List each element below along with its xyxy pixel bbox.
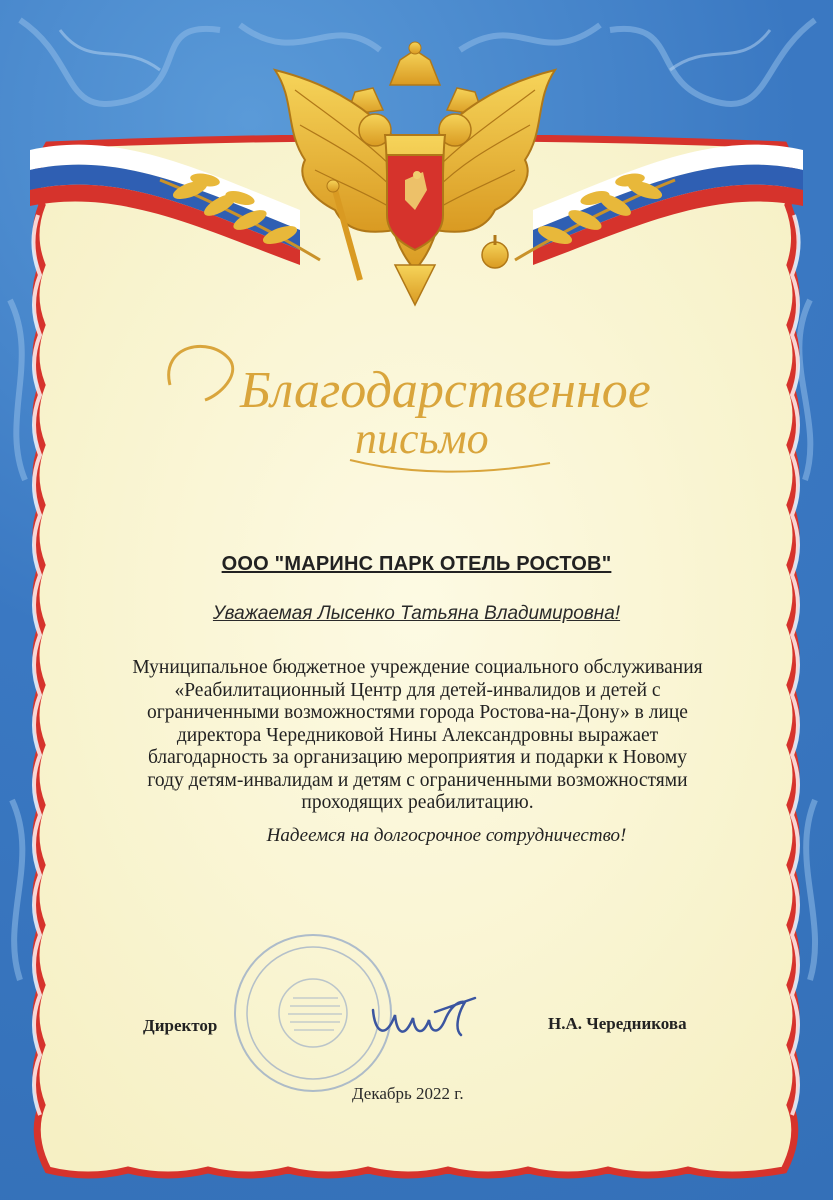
signature-role: Директор: [143, 1016, 218, 1035]
body-line: «Реабилитационный Центр для детей-инвалидов и детей с: [174, 679, 661, 701]
document-date: Декабрь 2022 г.: [352, 1084, 464, 1103]
closing-phrase: Надеемся на долгосрочное сотрудничество!: [266, 825, 627, 846]
title-line1: Благодарственное: [240, 362, 651, 419]
body-line: директора Чередниковой Нины Александровны выражает: [176, 724, 659, 746]
body-line: ограниченными возможностями города Ростова-на-Дону» в лице: [147, 702, 688, 723]
title-line2: письмо: [355, 414, 489, 463]
body-line: Муниципальное бюджетное учреждение социального обслуживания: [132, 657, 703, 678]
signature-icon: [365, 990, 485, 1050]
letter-body: [105, 657, 730, 815]
greeting: Уважаемая Лысенко Татьяна Владимировна!: [212, 603, 621, 624]
organization-name: ООО "МАРИНС ПАРК ОТЕЛЬ РОСТОВ": [221, 553, 612, 575]
body-line: году детям-инвалидам и детям с ограниченными возможностями: [147, 769, 688, 791]
signature-name: Н.А. Чередникова: [548, 1014, 687, 1033]
body-line: проходящих реабилитацию.: [301, 792, 534, 813]
body-line: благодарность за организацию мероприятия и подарки к Новому: [147, 747, 688, 768]
